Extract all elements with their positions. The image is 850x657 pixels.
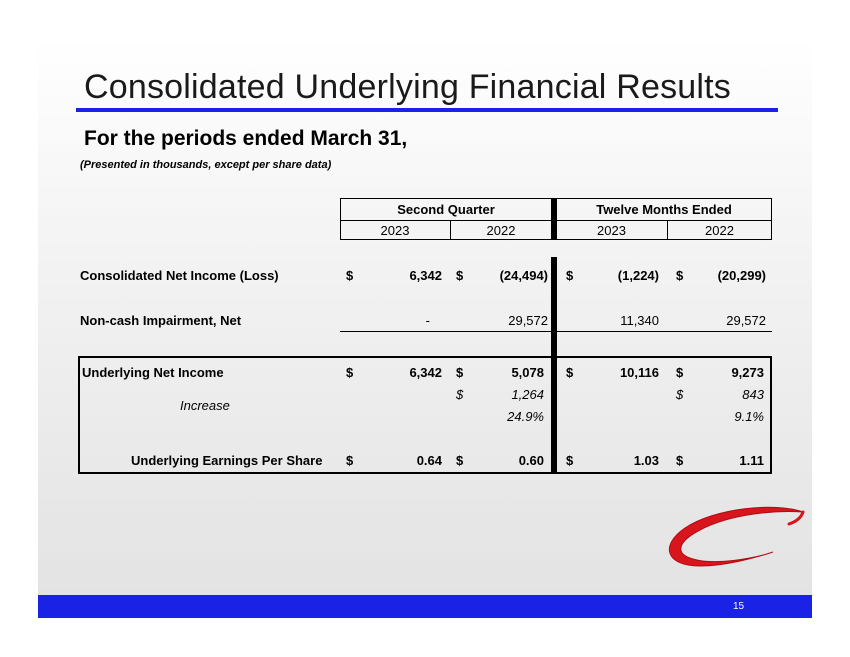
row-label-impairment: Non-cash Impairment, Net	[80, 313, 242, 328]
footer-bar	[38, 595, 812, 618]
subtotal-rule	[557, 331, 772, 332]
currency-symbol: $	[566, 268, 574, 283]
currency-symbol: $	[676, 268, 684, 283]
cell-value: 9,273	[731, 365, 764, 380]
currency-symbol: $	[676, 453, 684, 468]
cell-value: 10,116	[619, 365, 659, 380]
cell-value: 5,078	[511, 365, 544, 380]
currency-symbol: $	[676, 365, 684, 380]
row-label-eps: Underlying Earnings Per Share	[131, 453, 323, 468]
currency-symbol: $	[566, 453, 574, 468]
company-logo-swoosh	[655, 500, 805, 575]
cell-value: 1.03	[633, 453, 659, 468]
year-header: 2023	[380, 223, 410, 238]
year-header: 2022	[705, 223, 734, 238]
cell-value: 1,264	[511, 387, 544, 402]
cell-value: (1,224)	[617, 268, 659, 283]
currency-symbol: $	[456, 453, 464, 468]
row-label-increase: Increase	[180, 398, 230, 413]
currency-symbol: $	[456, 387, 464, 402]
title-underline	[76, 108, 778, 112]
currency-symbol: $	[346, 453, 354, 468]
column-separator-bar	[551, 198, 557, 240]
units-note: (Presented in thousands, except per share data)	[80, 159, 332, 171]
header-divider-right	[556, 220, 772, 221]
subtotal-rule	[340, 331, 552, 332]
cell-value: 29,572	[508, 313, 548, 328]
group-header-twelve-months: Twelve Months Ended	[596, 202, 732, 217]
cell-value: 0.60	[518, 453, 544, 468]
cell-value: 29,572	[726, 313, 766, 328]
currency-symbol: $	[676, 387, 684, 402]
cell-value: 6,342	[409, 268, 442, 283]
cell-value: -	[425, 313, 430, 328]
currency-symbol: $	[566, 365, 574, 380]
year-header: 2023	[597, 223, 626, 238]
slide-subtitle: For the periods ended March 31,	[84, 127, 408, 150]
cell-value: 9.1%	[734, 409, 764, 424]
slide-title: Consolidated Underlying Financial Results	[84, 68, 731, 106]
group-header-second-quarter: Second Quarter	[397, 202, 495, 217]
header-divider-left	[340, 220, 552, 221]
currency-symbol: $	[346, 268, 354, 283]
row-label-net-income: Consolidated Net Income (Loss)	[80, 268, 279, 283]
row-label-underlying: Underlying Net Income	[82, 365, 224, 380]
cell-value: 11,340	[620, 313, 659, 328]
cell-value: 24.9%	[507, 409, 544, 424]
cell-value: 1.11	[739, 453, 764, 468]
year-header: 2022	[486, 223, 516, 238]
currency-symbol: $	[456, 268, 464, 283]
cell-value: 0.64	[416, 453, 442, 468]
currency-symbol: $	[456, 365, 464, 380]
cell-value: 843	[742, 387, 764, 402]
page-number: 15	[733, 601, 745, 612]
currency-symbol: $	[346, 365, 354, 380]
cell-value: (20,299)	[717, 268, 766, 283]
cell-value: (24,494)	[499, 268, 548, 283]
cell-value: 6,342	[409, 365, 442, 380]
